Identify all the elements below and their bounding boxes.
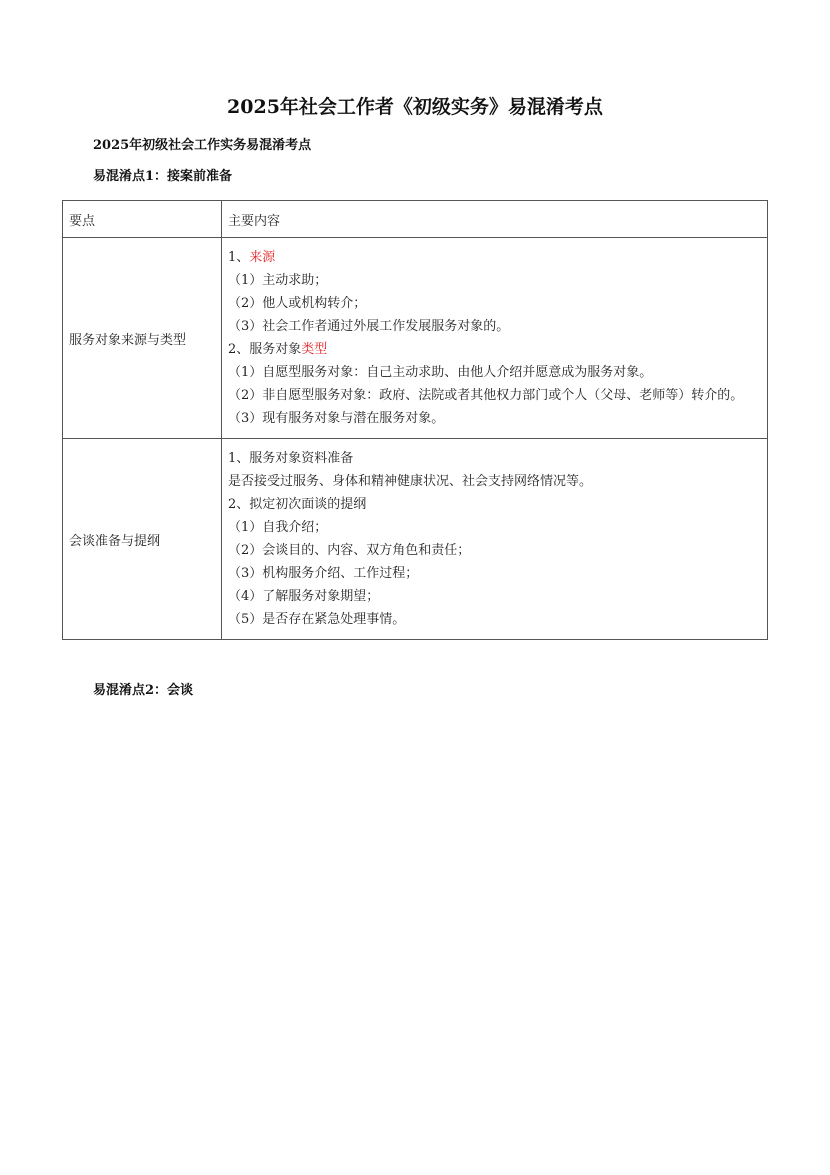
content-line: 1、来源 [228,250,276,265]
highlight-text: 来源 [249,250,276,265]
highlight-text: 类型 [301,342,328,357]
document-title: 2025年社会工作者《初级实务》易混淆考点 [227,96,603,118]
content-line: （4）了解服务对象期望； [228,589,380,604]
row-content [222,439,768,640]
row-label: 服务对象来源与类型 [63,238,222,439]
content-line: （1）自愿型服务对象：自己主动求助、由他人介绍并愿意成为服务对象。 [228,365,653,380]
content-line: （1）自我介绍； [228,520,328,535]
section-heading-2: 易混淆点2：会谈 [93,683,194,698]
content-line: 2、服务对象类型 [228,342,328,357]
table-header-row [63,201,768,238]
content-line: 2、拟定初次面谈的提纲 [228,497,367,512]
content-line: （2）他人或机构转介； [228,296,367,311]
row-label: 会谈准备与提纲 [63,439,222,640]
header-key-point: 要点 [63,201,222,238]
comparison-table [62,200,768,640]
section-heading-1: 易混淆点1：接案前准备 [93,169,233,184]
header-main-content: 主要内容 [222,201,768,238]
row-content [222,238,768,439]
content-line: （2）非自愿型服务对象：政府、法院或者其他权力部门或个人（父母、老师等）转介的。 [228,388,744,403]
content-line: （1）主动求助； [228,273,328,288]
document-subtitle: 2025年初级社会工作实务易混淆考点 [93,138,312,153]
content-line: （3）社会工作者通过外展工作发展服务对象的。 [228,319,510,334]
content-line: （5）是否存在紧急处理事情。 [228,612,406,627]
content-line: （3）机构服务介绍、工作过程； [228,566,419,581]
content-line: （2）会谈目的、内容、双方角色和责任； [228,543,471,558]
content-line: 是否接受过服务、身体和精神健康状况、社会支持网络情况等。 [228,474,593,489]
content-line: （3）现有服务对象与潜在服务对象。 [228,411,445,426]
table-row [63,238,768,439]
table-row [63,439,768,640]
content-line: 1、服务对象资料准备 [228,451,354,466]
